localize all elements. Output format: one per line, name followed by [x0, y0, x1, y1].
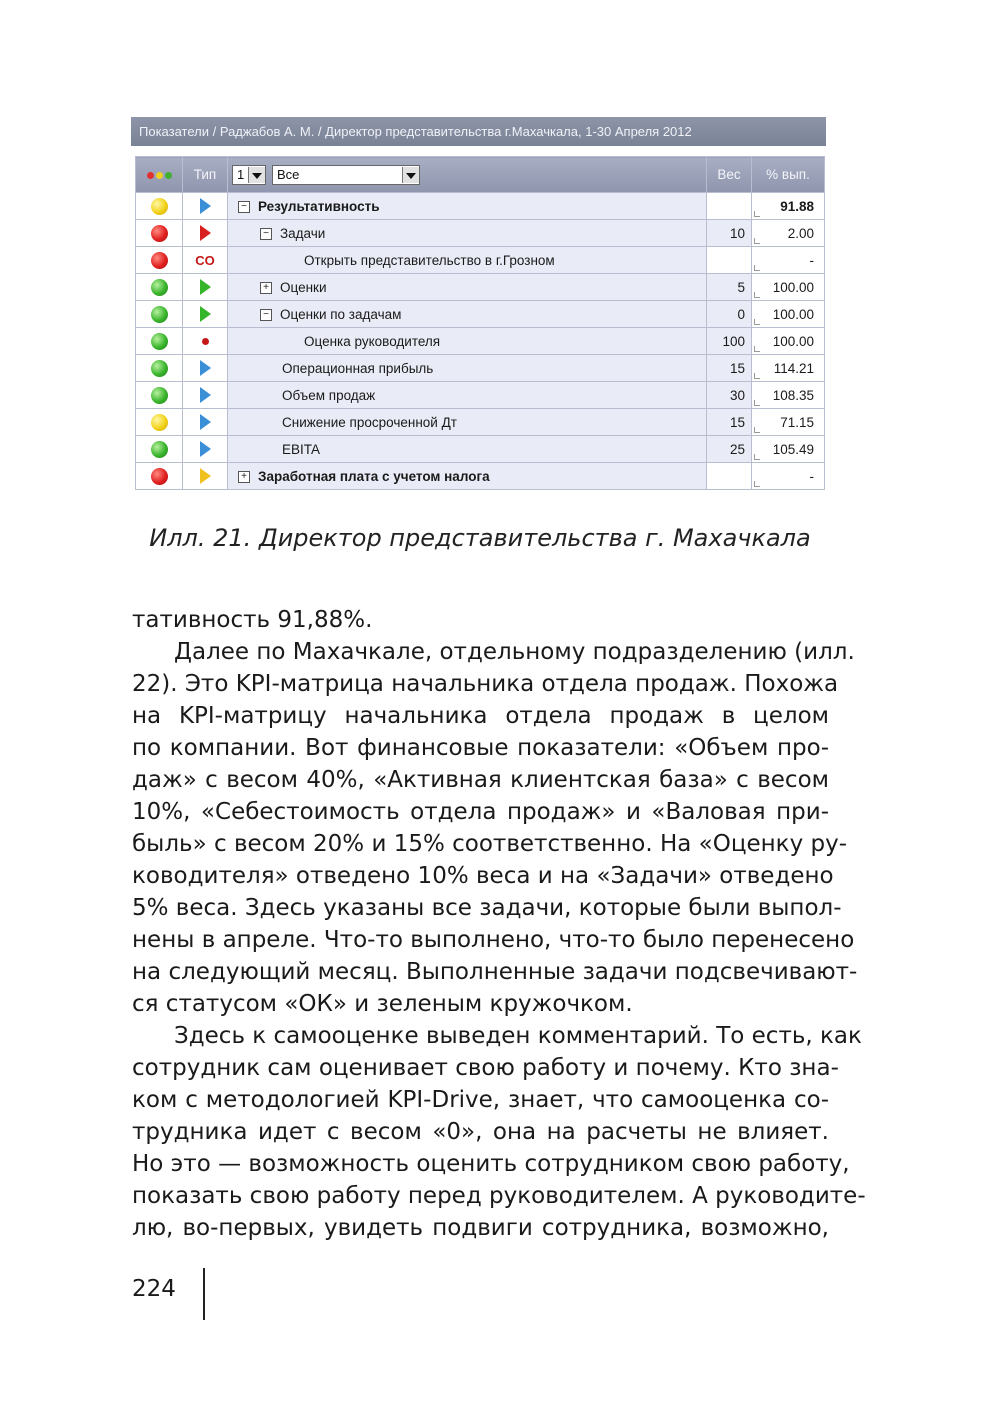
text-line: трудника идет с весом «0», она на расчеты не влияет. — [132, 1119, 829, 1145]
text-line: Но это — возможность оценить сотрудником свою работу, — [132, 1151, 850, 1177]
text-line: на KPI-матрицу начальника отдела продаж в целом — [132, 703, 829, 729]
type-cell — [183, 274, 228, 301]
completion-cell — [752, 301, 825, 328]
text-line: тативность 91,88%. — [132, 607, 373, 633]
completion-cell — [752, 247, 825, 274]
completion-value: 100.00 — [772, 279, 814, 295]
completion-cell — [752, 193, 825, 220]
type-label: CO — [195, 252, 215, 268]
type-column-header: Тип — [183, 157, 228, 193]
green-status-light-icon — [151, 306, 168, 323]
type-cell — [183, 193, 228, 220]
comment-corner-icon[interactable] — [754, 454, 760, 460]
completion-value: 100.00 — [772, 333, 814, 349]
status-light-cell — [136, 409, 183, 436]
text-line: показать свою работу перед руководителем. А руководите- — [132, 1183, 866, 1209]
comment-corner-icon[interactable] — [754, 265, 760, 271]
indicator-name-cell — [228, 247, 707, 274]
completion-value: - — [809, 252, 814, 268]
blue-triangle-icon — [200, 387, 211, 403]
red-status-light-icon — [151, 252, 168, 269]
completion-cell — [752, 355, 825, 382]
text-line: 22). Это KPI-матрица начальника отдела продаж. Похожа — [132, 671, 839, 697]
comment-corner-icon[interactable] — [754, 238, 760, 244]
comment-corner-icon[interactable] — [754, 319, 760, 325]
weight-column-header: Вес — [707, 157, 752, 193]
text-line: ся статусом «ОК» и зеленым кружочком. — [132, 991, 633, 1017]
indicator-name-cell — [228, 274, 707, 301]
completion-cell — [752, 382, 825, 409]
kpi-row[interactable] — [136, 274, 825, 301]
traffic-light-header — [136, 157, 183, 193]
page-number: 224 — [132, 1276, 176, 1302]
yellow-status-light-icon — [151, 198, 168, 215]
weight-cell: 10 — [707, 220, 752, 247]
indicator-name[interactable]: Объем продаж — [282, 387, 376, 403]
green-status-light-icon — [151, 387, 168, 404]
completion-value: 105.49 — [772, 441, 814, 457]
scope-select[interactable]: Все — [272, 165, 420, 185]
text-line: на следующий месяц. Выполненные задачи подсвечивают- — [132, 959, 858, 985]
kpi-row[interactable] — [136, 355, 825, 382]
type-cell — [183, 409, 228, 436]
type-cell — [183, 382, 228, 409]
weight-cell: 15 — [707, 409, 752, 436]
blue-triangle-icon — [200, 198, 211, 214]
indicator-name[interactable]: Результативность — [258, 198, 380, 214]
indicator-name-cell — [228, 220, 707, 247]
expand-icon[interactable]: + — [238, 471, 250, 483]
indicator-name-cell — [228, 463, 707, 490]
comment-corner-icon[interactable] — [754, 427, 760, 433]
status-light-cell — [136, 301, 183, 328]
indicator-name[interactable]: Оценки — [280, 279, 327, 295]
kpi-table — [135, 156, 825, 490]
completion-value: 71.15 — [780, 414, 814, 430]
level-select[interactable]: 1 — [232, 165, 266, 185]
indicator-name-cell — [228, 301, 707, 328]
text-line: по компании. Вот финансовые показатели: «Объем про- — [132, 735, 829, 761]
indicator-name-cell — [228, 355, 707, 382]
blue-triangle-icon — [200, 414, 211, 430]
green-status-light-icon — [151, 279, 168, 296]
status-light-cell — [136, 463, 183, 490]
indicator-name-cell — [228, 193, 707, 220]
text-line: быль» с весом 20% и 15% соответственно. На «Оценку ру- — [132, 831, 847, 857]
kpi-row[interactable] — [136, 193, 825, 220]
green-status-light-icon — [151, 441, 168, 458]
status-light-cell — [136, 193, 183, 220]
blue-triangle-icon — [200, 360, 211, 376]
weight-cell: 25 — [707, 436, 752, 463]
kpi-breadcrumb: Показатели / Раджабов А. М. / Директор представительства г.Махачкала, 1-30 Апреля 2012 — [131, 117, 826, 146]
yellow-triangle-icon — [200, 468, 211, 484]
weight-cell: 30 — [707, 382, 752, 409]
comment-corner-icon[interactable] — [754, 400, 760, 406]
filter-header — [228, 157, 707, 193]
text-line: сотрудник сам оценивает свою работу и почему. Кто зна- — [132, 1055, 839, 1081]
text-line: ководителя» отведено 10% веса и на «Задачи» отведено — [132, 863, 834, 889]
type-cell — [183, 355, 228, 382]
collapse-icon[interactable]: − — [238, 201, 250, 213]
pct-column-header: % вып. — [752, 157, 825, 193]
type-cell — [183, 247, 228, 274]
completion-value: 91.88 — [780, 198, 814, 214]
red-status-light-icon — [151, 468, 168, 485]
weight-cell: 5 — [707, 274, 752, 301]
kpi-row[interactable] — [136, 436, 825, 463]
indicator-name[interactable]: Оценки по задачам — [280, 306, 402, 322]
indicator-name-cell — [228, 328, 707, 355]
completion-cell — [752, 463, 825, 490]
status-light-cell — [136, 436, 183, 463]
completion-value: 100.00 — [772, 306, 814, 322]
weight-cell — [707, 193, 752, 220]
chevron-down-icon[interactable] — [248, 167, 265, 183]
comment-corner-icon[interactable] — [754, 211, 760, 217]
completion-cell — [752, 409, 825, 436]
weight-cell — [707, 247, 752, 274]
text-line: лю, во-первых, увидеть подвиги сотрудника, возможно, — [132, 1215, 829, 1241]
comment-corner-icon[interactable] — [754, 292, 760, 298]
status-light-cell — [136, 220, 183, 247]
indicator-name[interactable]: Открыть представительство в г.Грозном — [304, 252, 555, 268]
completion-value: 108.35 — [772, 387, 814, 403]
indicator-name[interactable]: Снижение просроченной Дт — [282, 414, 457, 430]
red-status-light-icon — [151, 225, 168, 242]
indicator-name[interactable]: EBITA — [282, 441, 321, 457]
type-cell — [183, 220, 228, 247]
green-status-light-icon — [151, 360, 168, 377]
indicator-name[interactable]: Операционная прибыль — [282, 360, 434, 376]
kpi-screenshot — [131, 117, 826, 499]
completion-cell — [752, 436, 825, 463]
completion-value: 114.21 — [773, 360, 814, 376]
indicator-name-cell — [228, 436, 707, 463]
weight-cell: 100 — [707, 328, 752, 355]
traffic-light-legend-icon — [146, 167, 173, 182]
collapse-icon[interactable]: − — [260, 309, 272, 321]
figure-caption: Илл. 21. Директор представительства г. Махачкала — [149, 524, 811, 552]
indicator-name[interactable]: Оценка руководителя — [304, 333, 441, 349]
weight-cell: 15 — [707, 355, 752, 382]
text-line: Здесь к самооценке выведен комментарий. То есть, как — [174, 1023, 862, 1049]
status-light-cell — [136, 247, 183, 274]
kpi-row[interactable] — [136, 328, 825, 355]
text-line: 10%, «Себестоимость отдела продаж» и «Валовая при- — [132, 799, 829, 825]
indicator-name-cell — [228, 382, 707, 409]
status-light-cell — [136, 355, 183, 382]
status-light-cell — [136, 274, 183, 301]
text-line: даж» с весом 40%, «Активная клиентская база» с весом — [132, 767, 829, 793]
text-line: ком с методологией KPI-Drive, знает, что самооценка со- — [132, 1087, 829, 1113]
completion-cell — [752, 274, 825, 301]
completion-value: - — [809, 468, 814, 484]
comment-corner-icon[interactable] — [754, 373, 760, 379]
status-light-cell — [136, 382, 183, 409]
kpi-row[interactable] — [136, 463, 825, 490]
comment-corner-icon[interactable] — [754, 481, 760, 487]
type-cell — [183, 328, 228, 355]
expand-icon[interactable]: + — [260, 282, 272, 294]
body-text — [132, 604, 866, 1244]
comment-corner-icon[interactable] — [754, 346, 760, 352]
indicator-name[interactable]: Задачи — [280, 225, 326, 241]
weight-cell — [707, 463, 752, 490]
kpi-row[interactable] — [136, 409, 825, 436]
red-dot-icon — [202, 338, 209, 345]
status-light-cell — [136, 328, 183, 355]
kpi-row[interactable] — [136, 382, 825, 409]
text-line: 5% веса. Здесь указаны все задачи, которые были выпол- — [132, 895, 842, 921]
completion-cell — [752, 328, 825, 355]
blue-triangle-icon — [200, 441, 211, 457]
red-triangle-icon — [200, 225, 211, 241]
kpi-row[interactable] — [136, 301, 825, 328]
kpi-row[interactable] — [136, 220, 825, 247]
type-cell — [183, 436, 228, 463]
kpi-row[interactable] — [136, 247, 825, 274]
green-status-light-icon — [151, 333, 168, 350]
yellow-status-light-icon — [151, 414, 168, 431]
indicator-name-cell — [228, 409, 707, 436]
green-triangle-icon — [200, 279, 211, 295]
completion-cell — [752, 220, 825, 247]
green-triangle-icon — [200, 306, 211, 322]
completion-value: 2.00 — [787, 225, 814, 241]
type-cell — [183, 463, 228, 490]
text-line: нены в апреле. Что-то выполнено, что-то было перенесено — [132, 927, 855, 953]
text-line: Далее по Махачкале, отдельному подразделению (илл. — [174, 639, 855, 665]
collapse-icon[interactable]: − — [260, 228, 272, 240]
page-number-divider — [203, 1268, 205, 1320]
type-cell — [183, 301, 228, 328]
indicator-name[interactable]: Заработная плата с учетом налога — [258, 468, 490, 484]
weight-cell: 0 — [707, 301, 752, 328]
chevron-down-icon[interactable] — [402, 167, 419, 183]
